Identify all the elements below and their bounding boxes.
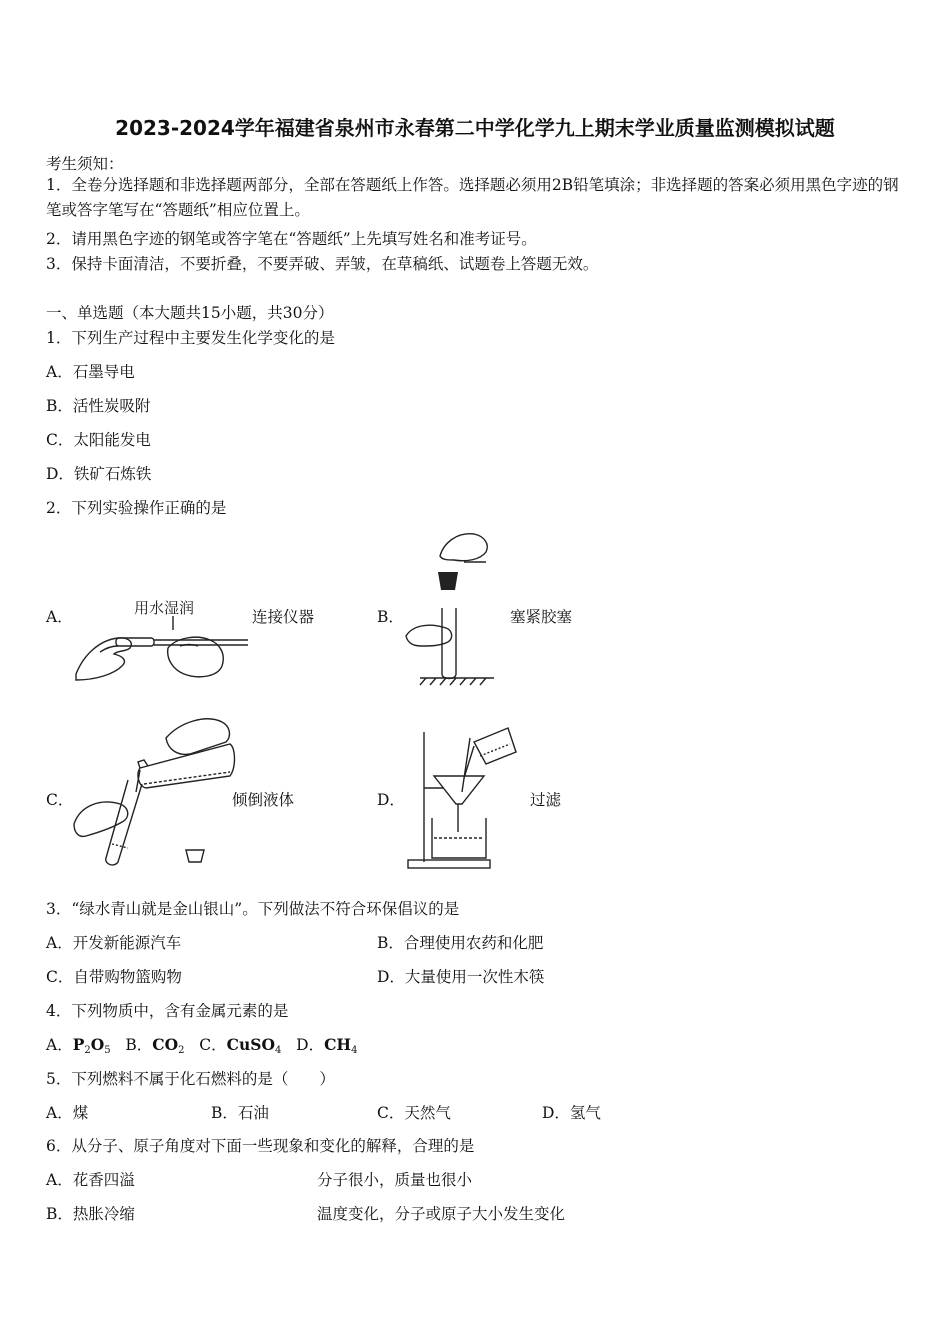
notice-heading: 考生须知： (46, 155, 124, 173)
q3-option-d: D．大量使用一次性木筷 (377, 968, 545, 986)
notice-item-1: 1．全卷分选择题和非选择题两部分，全部在答题纸上作答。选择题必须用2B铅笔填涂；非选择题的答案必须用黑色字迹的钢笔或答字笔写在“答题纸”相应位置上。 (46, 176, 899, 219)
stopper-test-tube-figure (400, 528, 500, 686)
q4-options (46, 1033, 357, 1056)
q1-option-b: B．活性炭吸附 (46, 397, 151, 415)
pour-liquid-figure (70, 708, 238, 868)
q5-option-a: A．煤 (46, 1104, 89, 1122)
q3-option-a: A．开发新能源汽车 (46, 934, 182, 952)
q5-stem: 5．下列燃料不属于化石燃料的是（ ） (46, 1070, 335, 1088)
q6-stem: 6．从分子、原子角度对下面一些现象和变化的解释，合理的是 (46, 1137, 475, 1155)
q3-option-c: C．自带购物篮购物 (46, 968, 182, 986)
q6-option-b: B．热胀冷缩 (46, 1205, 135, 1223)
section-heading: 一、单选题（本大题共15小题，共30分） (46, 304, 334, 322)
q6-option-a-explanation: 分子很小，质量也很小 (317, 1171, 473, 1189)
q2-option-c-caption: 倾倒液体 (232, 791, 295, 809)
q4-option-a: A．$P_2O_5$ (46, 1035, 111, 1056)
filtration-figure (404, 722, 524, 874)
q4-option-d: D．$CH_4$ (296, 1035, 358, 1056)
q3-option-b: B．合理使用农药和化肥 (377, 934, 544, 952)
q2-stem: 2．下列实验操作正确的是 (46, 499, 227, 517)
q1-stem: 1．下列生产过程中主要发生化学变化的是 (46, 329, 335, 347)
q1-option-d: D．铁矿石炼铁 (46, 465, 152, 483)
q2-option-c-letter: C． (46, 791, 74, 809)
q2-option-a-letter: A． (46, 608, 73, 626)
q4-option-c: C．CuSO$_4$ (199, 1035, 282, 1056)
q2-option-b-letter: B． (377, 608, 404, 626)
q4-option-b: B．$CO_2$ (125, 1035, 185, 1056)
q2-option-d-caption: 过滤 (530, 791, 562, 809)
figure-label-wet-with-water: 用水湿润 (134, 599, 195, 617)
q3-stem: 3．“绿水青山就是金山银山”。下列做法不符合环保倡议的是 (46, 900, 460, 918)
notice-item-3: 3．保持卡面清洁，不要折叠，不要弄破、弄皱，在草稿纸、试题卷上答题无效。 (46, 255, 599, 273)
q2-option-d-letter: D． (377, 791, 405, 809)
q1-option-c: C．太阳能发电 (46, 431, 151, 449)
q6-option-b-explanation: 温度变化，分子或原子大小发生变化 (317, 1205, 566, 1223)
q5-option-d: D．氢气 (542, 1104, 601, 1122)
connect-apparatus-figure (70, 594, 250, 686)
q4-stem: 4．下列物质中，含有金属元素的是 (46, 1002, 289, 1020)
notice-item-2: 2．请用黑色字迹的钢笔或答字笔在“答题纸”上先填写姓名和准考证号。 (46, 230, 537, 248)
q1-option-a: A．石墨导电 (46, 363, 135, 381)
q5-option-c: C．天然气 (377, 1104, 451, 1122)
q6-option-a: A．花香四溢 (46, 1171, 135, 1189)
q5-option-b: B．石油 (211, 1104, 269, 1122)
q2-option-b-caption: 塞紧胶塞 (510, 608, 573, 626)
page-title: 2023-2024学年福建省泉州市永春第二中学化学九上期末学业质量监测模拟试题 (115, 116, 835, 140)
q2-option-a-caption: 连接仪器 (252, 608, 315, 626)
